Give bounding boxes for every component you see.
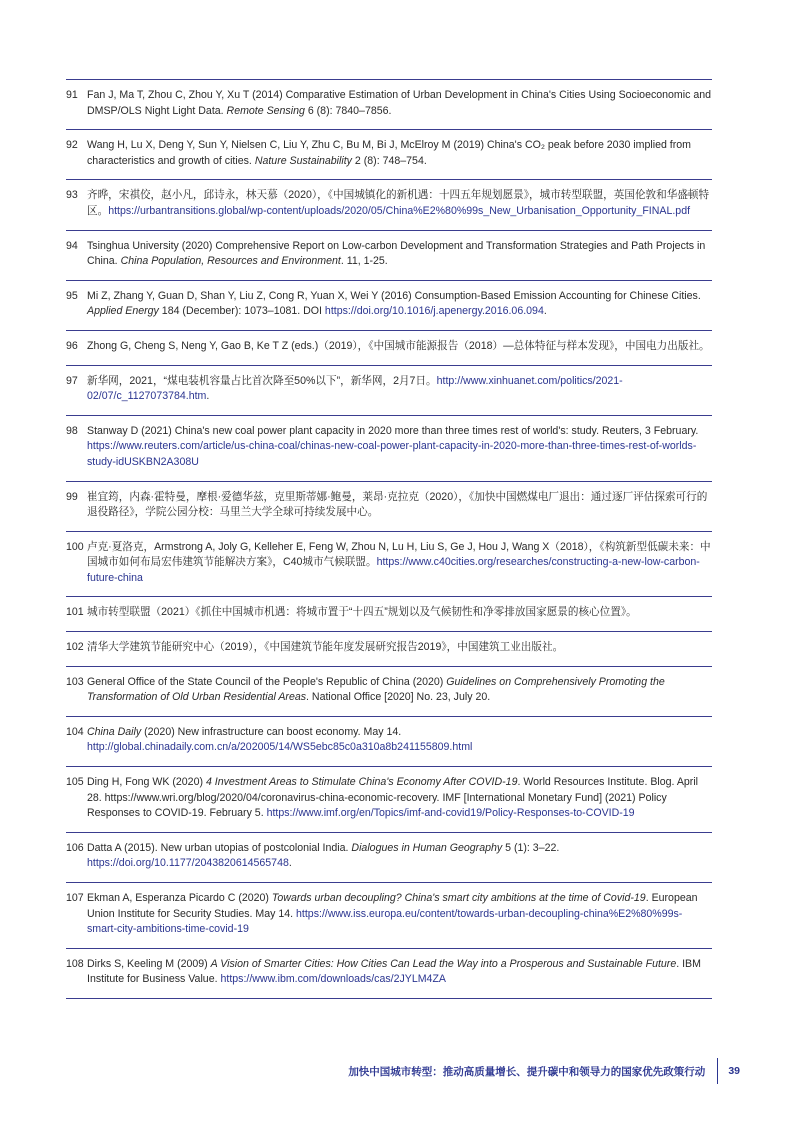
reference-number: 108 xyxy=(66,957,84,970)
reference-italic-title: Nature Sustainability xyxy=(254,154,352,167)
reference-text xyxy=(87,289,712,320)
reference-text xyxy=(87,138,712,169)
reference-text xyxy=(87,605,712,621)
reference-segment: 184 (December): 1073–1081. DOI xyxy=(158,305,325,318)
reference-number: 93 xyxy=(66,189,78,202)
reference-item xyxy=(66,365,712,415)
reference-segment: 城市转型联盟（2021）《抓住中国城市机遇：将城市置于“十四五”规划以及气候韧性和净零排放国家愿景的核心位置》。 xyxy=(87,606,637,619)
reference-segment: 卢克·夏洛克，Armstrong A, Joly G, Kelleher E, Feng W, Zhou N, Lu H, Liu S, Ge J, Hou J, Wang X（2018），《构筑新型低碳未来：中国城市如何布局宏伟建筑节能解决方案》，C40城市气候联盟。 xyxy=(87,540,711,569)
reference-number: 98 xyxy=(66,424,78,437)
reference-segment: Fan J, Ma T, Zhou C, Zhou Y, Xu T (2014) Comparative Estimation of Urban Development in China's Cities Using Socioeconomic and DMSP/OLS Night Light Data. xyxy=(87,89,712,117)
reference-segment: Ding H, Fong WK (2020) xyxy=(87,776,206,789)
reference-item xyxy=(66,716,712,766)
reference-segment: 2 (8): 748–754. xyxy=(351,154,427,167)
reference-number: 92 xyxy=(66,139,78,152)
reference-text xyxy=(87,675,712,706)
reference-item xyxy=(66,882,712,948)
reference-text xyxy=(87,339,712,355)
reference-segment: . xyxy=(288,857,292,870)
page-footer xyxy=(290,1058,740,1084)
reference-segment: Wang H, Lu X, Deng Y, Sun Y, Nielsen C, Liu Y, Zhu C, Bu M, Bi J, McElroy M (2019) China's CO₂ peak before 2030 implied from characteristics and growth of cities. xyxy=(87,139,691,167)
reference-item xyxy=(66,415,712,481)
reference-text xyxy=(87,725,712,756)
reference-text xyxy=(87,957,712,988)
reference-segment: Dirks S, Keeling M (2009) xyxy=(87,957,211,970)
reference-italic-title: China Population, Resources and Environment xyxy=(120,255,341,268)
reference-segment: 齐晔，宋祺佼，赵小凡，邱诗永，林天慕（2020），《中国城镇化的新机遇：十四五年规划愿景》，城市转型联盟，英国伦敦和华盛顿特区。 xyxy=(87,189,710,217)
reference-item xyxy=(66,766,712,832)
reference-item xyxy=(66,79,712,129)
reference-text xyxy=(87,239,712,270)
reference-number: 105 xyxy=(66,776,84,789)
reference-text xyxy=(87,374,712,405)
reference-link[interactable]: https://www.imf.org/en/Topics/imf-and-covid19/Policy-Responses-to-COVID-19 xyxy=(266,807,635,820)
reference-segment: Datta A (2015). New urban utopias of postcolonial India. xyxy=(87,841,352,854)
reference-segment: . World Resources Institute. Blog. April 28. https://www.wri.org/blog/2020/04/coronavirus-china-economic-recovery. IMF [International Monetary Fund] (2021) Policy Responses to COVID-19. February 5. xyxy=(87,776,699,820)
reference-text xyxy=(87,540,712,587)
reference-segment: General Office of the State Council of the People's Republic of China (2020) xyxy=(87,675,447,688)
reference-italic-title: Dialogues in Human Geography xyxy=(351,841,503,854)
reference-link[interactable]: http://www.xinhuanet.com/politics/2021-02/07/c_1127073784.htm xyxy=(87,374,623,403)
reference-item xyxy=(66,481,712,531)
reference-link[interactable]: https://www.ibm.com/downloads/cas/2JYLM4ZA xyxy=(220,973,446,986)
reference-item xyxy=(66,948,712,998)
reference-item xyxy=(66,596,712,631)
reference-italic-title: Applied Energy xyxy=(87,305,159,318)
reference-text xyxy=(87,891,712,938)
reference-item xyxy=(66,230,712,280)
reference-link[interactable]: https://www.iss.europa.eu/content/towards-urban-decoupling-china%E2%80%99s-smart-city-ambitions-time-covid-19 xyxy=(87,907,683,936)
reference-item xyxy=(66,280,712,330)
reference-link[interactable]: https://www.reuters.com/article/us-china-coal/chinas-new-coal-power-plant-capacity-in-2020-more-than-three-times-rest-of-worlds-study-idUSKBN2A308U xyxy=(87,440,697,468)
reference-item xyxy=(66,666,712,716)
reference-number: 104 xyxy=(66,725,84,738)
footer-divider xyxy=(717,1058,718,1084)
reference-italic-title: A Vision of Smarter Cities: How Cities Can Lead the Way into a Prosperous and Sustainable Future xyxy=(210,957,677,970)
reference-number: 97 xyxy=(66,374,78,387)
reference-item xyxy=(66,832,712,882)
reference-number: 103 xyxy=(66,675,84,688)
reference-list xyxy=(66,79,712,999)
reference-number: 96 xyxy=(66,339,78,352)
reference-segment: Mi Z, Zhang Y, Guan D, Shan Y, Liu Z, Cong R, Yuan X, Wei Y (2016) Consumption-Based Emission Accounting for Chinese Cities. xyxy=(87,289,701,302)
reference-link[interactable]: https://doi.org/10.1177/2043820614565748 xyxy=(87,857,289,870)
reference-item xyxy=(66,631,712,666)
reference-segment: . IBM Institute for Business Value. xyxy=(87,957,701,986)
page-number: 39 xyxy=(728,1065,740,1077)
reference-number: 99 xyxy=(66,490,78,503)
reference-segment: Zhong G, Cheng S, Neng Y, Gao B, Ke T Z (eds.)（2019），《中国城市能源报告（2018）—总体特征与样本发现》，中国电力出版社。 xyxy=(87,339,710,352)
reference-italic-title: China Daily xyxy=(87,725,142,738)
reference-segment: Ekman A, Esperanza Picardo C (2020) xyxy=(87,892,272,904)
closing-rule xyxy=(66,998,712,999)
reference-segment: 崔宜筠，内森·霍特曼，摩根·爱德华兹，克里斯蒂娜·鲍曼，莱昂·克拉克（2020），《加快中国燃煤电厂退出：通过逐厂评估探索可行的退役路径》，学院公园分校：马里兰大学全球可持续发展中心。 xyxy=(87,490,708,519)
footer-title: 加快中国城市转型：推动高质量增长、提升碳中和领导力的国家优先政策行动 xyxy=(348,1065,706,1078)
reference-italic-title: Remote Sensing xyxy=(226,104,305,117)
reference-number: 101 xyxy=(66,606,84,619)
reference-number: 106 xyxy=(66,841,84,854)
reference-link[interactable]: http://global.chinadaily.com.cn/a/202005/14/WS5ebc85c0a310a8b241155809.html xyxy=(87,741,473,754)
reference-number: 100 xyxy=(66,540,84,553)
reference-italic-title: Guidelines on Comprehensively Promoting the Transformation of Old Urban Residential Areas xyxy=(87,675,665,704)
reference-link[interactable]: https://www.c40cities.org/researches/constructing-a-new-low-carbon-future-china xyxy=(87,556,700,584)
reference-item xyxy=(66,129,712,179)
reference-segment: . National Office [2020] No. 23, July 20. xyxy=(306,691,491,704)
reference-item xyxy=(66,330,712,365)
reference-text xyxy=(87,88,712,119)
reference-link[interactable]: https://urbantransitions.global/wp-content/uploads/2020/05/China%E2%80%99s_New_Urbanisation_Opportunity_FINAL.pdf xyxy=(108,204,691,217)
reference-segment: . xyxy=(543,305,547,318)
reference-item xyxy=(66,531,712,597)
reference-item xyxy=(66,179,712,229)
reference-text xyxy=(87,775,712,822)
reference-segment: 新华网，2021，“煤电装机容量占比首次降至50%以下”，新华网，2月7日。 xyxy=(87,374,437,387)
reference-number: 107 xyxy=(66,892,84,904)
reference-segment: Tsinghua University (2020) Comprehensive Report on Low-carbon Development and Transformation Strategies and Path Projects in China. xyxy=(87,239,706,268)
reference-text xyxy=(87,188,712,219)
reference-italic-title: 4 Investment Areas to Stimulate China's Economy After COVID-19 xyxy=(205,776,518,789)
reference-text xyxy=(87,640,712,656)
reference-segment: . European Union Institute for Security Studies. May 14. xyxy=(87,892,698,920)
reference-number: 102 xyxy=(66,641,84,654)
reference-text xyxy=(87,490,712,521)
reference-segment: Stanway D (2021) China's new coal power plant capacity in 2020 more than three times rest of world's: study. Reuters, 3 February. xyxy=(87,424,699,437)
reference-segment: 清华大学建筑节能研究中心（2019），《中国建筑节能年度发展研究报告2019》，中国建筑工业出版社。 xyxy=(87,641,564,654)
reference-number: 91 xyxy=(66,89,78,101)
reference-segment: (2020) New infrastructure can boost economy. May 14. xyxy=(141,725,402,738)
reference-segment: 5 (1): 3–22. xyxy=(502,841,560,854)
reference-text xyxy=(87,424,712,471)
reference-text xyxy=(87,841,712,872)
reference-number: 94 xyxy=(66,239,78,252)
reference-segment: . 11, 1-25. xyxy=(340,255,388,268)
reference-number: 95 xyxy=(66,289,78,302)
reference-segment: . xyxy=(206,390,210,403)
reference-link[interactable]: https://doi.org/10.1016/j.apenergy.2016.06.094 xyxy=(324,305,544,318)
reference-italic-title: Towards urban decoupling? China's smart city ambitions at the time of Covid-19 xyxy=(271,892,646,904)
reference-segment: 6 (8): 7840–7856. xyxy=(304,104,392,117)
